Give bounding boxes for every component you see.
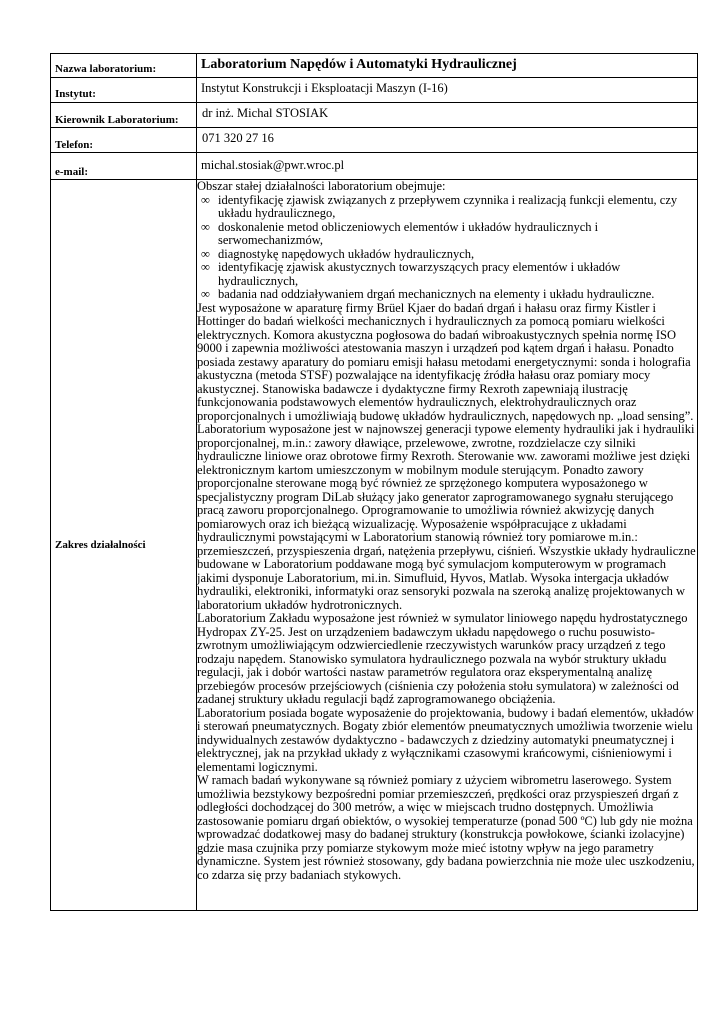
row-nazwa — [51, 54, 698, 78]
row-instytut — [51, 78, 698, 103]
list-item — [197, 288, 697, 302]
infinity-bullet-icon: ∞ — [201, 219, 210, 234]
label-cell — [51, 103, 197, 128]
value-cell — [197, 103, 698, 128]
instytut-value: Instytut Konstrukcji i Eksploatacji Maszyn (I-16) — [201, 81, 448, 95]
list-item-text: doskonalenie metod obliczeniowych elementów i układów hydraulicznych i serwomechanizmów, — [218, 219, 599, 247]
value-cell — [197, 78, 698, 103]
infinity-bullet-icon: ∞ — [201, 192, 210, 207]
paragraph-symulator: Laboratorium Zakładu wyposażone jest również w symulator liniowego napędu hydrostatycznego Hydropax ZY-25. Jest on urządzeniem badawczym układu napędowego o ruchu posuwisto-zwrotnym umożliwiającym odzwierciedlenie rzeczywistych warunków pracy urządzeń z tego rodzaju napędem. Stanowisko symulatora hydraulicznego pozwala na wybór struktury układu regulacji, jak i dobór wartości nastaw parametrów regulatora oraz eksperymentalną analizę przebiegów procesów przejściowych (ciśnienia czy położenia stołu symulatora) w zależności od zadanej struktury układu regulacji bądź zaprogramowanego obciążenia. — [197, 611, 688, 706]
kierownik-value: dr inż. Michal STOSIAK — [202, 106, 329, 120]
zakres-list — [197, 194, 697, 302]
zakres-content — [197, 180, 698, 911]
paragraph-pneumatyka: Laboratorium posiada bogate wyposażenie do projektowania, budowy i badań elementów, układów i sterowań pneumatycznych. Bogaty zbiór elementów pneumatycznych umożliwia tworzenie wielu indywidualnych zestawów dydaktyczno - badawczych z dziedziny automatyki pneumatycznej i elektrycznej, jak na przykład układy z wyłącznikami czasowymi krańcowymi, ciśnieniowymi i elementami logicznymi. — [197, 705, 694, 774]
paragraph-wibrometr: W ramach badań wykonywane są również pomiary z użyciem wibrometru laserowego. System umożliwia bezstykowy bezpośredni pomiar przemieszczeń, prędkości oraz przyspieszeń drgań z odległości dochodzącej do 300 metrów, a więc w miejscach trudno dostępnych. Umożliwia zastosowanie pomiaru drgań obiektów, o wysokiej temperaturze (ponad 500 ºC) lub gdy nie można wprowadzać dodatkowej masy do badanej struktury (konstrukcja powłokowe, ścianki izolacyjne) gdzie masa czujnika przy pomiarze stykowym może mieć istotny wpływ na jego parametry dynamiczne. System jest również stosowany, gdy badana powierzchnia nie może ulec uszkodzeniu, co zdarza się przy badaniach stykowych. — [197, 773, 695, 882]
value-cell — [197, 153, 698, 180]
row-telefon — [51, 128, 698, 153]
label-cell — [51, 78, 197, 103]
nazwa-label: Nazwa laboratorium: — [55, 63, 157, 75]
list-item-text: badania nad oddziaływaniem drgań mechanicznych na elementy i układu hydrauliczne. — [218, 287, 655, 301]
list-item-text: diagnostykę napędowych układów hydraulicznych, — [218, 246, 475, 261]
list-item-text: identyfikację zjawisk akustycznych towarzyszących pracy elementów i układów hydraulicznych, — [218, 260, 621, 288]
paragraph-wyposazenie: Laboratorium wyposażone jest w najnowszej generacji typowe elementy hydrauliki jak i hydrauliki proporcjonalnej, m.in.: zawory dławiące, przelewowe, zwrotne, rozdzielacze czy silniki hydrauliczne liniowe oraz obrotowe firmy Rexroth. Sterowanie ww. zaworami możliwe jest dzięki elektronicznym kartom umieszczonym w mobilnym module sterującym. Ponadto zawory proporcjonalne sterowane mogą być również ze sprzężonego komputera wyposażonego w specjalistyczny program DiLab służący jako generator zaprogramowanego sygnału sterującego pracą zaworu proporcjonalnego. Oprogramowanie to umożliwia również akwizycję danych pomiarowych oraz ich bieżącą wizualizację. Wyposażenie współpracujące z układami hydraulicznymi powstającymi w Laboratorium stanowią również tory pomiarowe m.in.: przemieszczeń, przyspieszenia drgań, natężenia przepływu, ciśnień. Wszystkie układy hydrauliczne budowane w Laboratorium poddawane mogą być symulacjom komputerowym w programach jakimi dysponuje Laboratorium, mi.in. Simufluid, Hyvos, Matlab. Wysoka intergacja układów hydrauliki, elektroniki, informatyki oraz sensoryki pozwala na szeroką analizę projektowanych w laboratorium układów hydrotronicznych. — [197, 422, 696, 612]
row-email — [51, 153, 698, 180]
email-value: michal.stosiak@pwr.wroc.pl — [201, 158, 345, 172]
list-item — [197, 194, 697, 221]
infinity-bullet-icon: ∞ — [201, 287, 210, 301]
infinity-bullet-icon: ∞ — [201, 260, 210, 274]
kierownik-label: Kierownik Laboratorium: — [55, 114, 179, 126]
lab-info-table — [50, 53, 698, 911]
label-cell — [51, 54, 197, 78]
row-zakres — [51, 180, 698, 911]
list-item — [197, 261, 697, 288]
infinity-bullet-icon: ∞ — [201, 246, 210, 261]
paragraph-aparatura: Jest wyposażone w aparaturę firmy Brüel Kjaer do badań drgań i hałasu oraz firmy Kistler i Hottinger do badań wielkości mechanicznych i hydraulicznych za pomocą pomiaru wielkości elektrycznych. Komora akustyczna pogłosowa do badań wibroakustycznych spełnia normę ISO 9000 i zapewnia możliwości atestowania maszyn i urządzeń pod kątem drgań i hałasu. Ponadto posiada zestawy aparatury do pomiaru emisji hałasu metodami energetycznymi: sonda i holografia akustyczna (metoda STSF) pozwalające na identyfikację źródła hałasu oraz pomiary mocy akustycznej. Stanowiska badawcze i dydaktyczne firmy Rexroth zapewniają ilustrację funkcjonowania podstawowych elementów hydraulicznych, elektrohydraulicznych oraz proporcjonalnych i umożliwiają budowę układów hydraulicznych, napędowych np. „load sensing”. — [197, 300, 694, 423]
list-item — [197, 221, 697, 248]
email-label: e-mail: — [55, 166, 88, 178]
telefon-value: 071 320 27 16 — [202, 131, 274, 145]
zakres-label: Zakres działalności — [55, 539, 146, 551]
label-cell — [51, 180, 197, 911]
row-kierownik — [51, 103, 698, 128]
label-cell — [51, 153, 197, 180]
label-cell — [51, 128, 197, 153]
list-item-text: identyfikację zjawisk związanych z przepływem czynnika i realizacją funkcji elementu, czy układu hydraulicznego, — [218, 192, 678, 220]
telefon-label: Telefon: — [55, 139, 94, 151]
nazwa-value: Laboratorium Napędów i Automatyki Hydraulicznej — [201, 57, 517, 72]
list-item — [197, 248, 697, 262]
zakres-intro: Obszar stałej działalności laboratorium obejmuje: — [197, 179, 446, 193]
instytut-label: Instytut: — [55, 88, 96, 100]
value-cell — [197, 54, 698, 78]
value-cell — [197, 128, 698, 153]
